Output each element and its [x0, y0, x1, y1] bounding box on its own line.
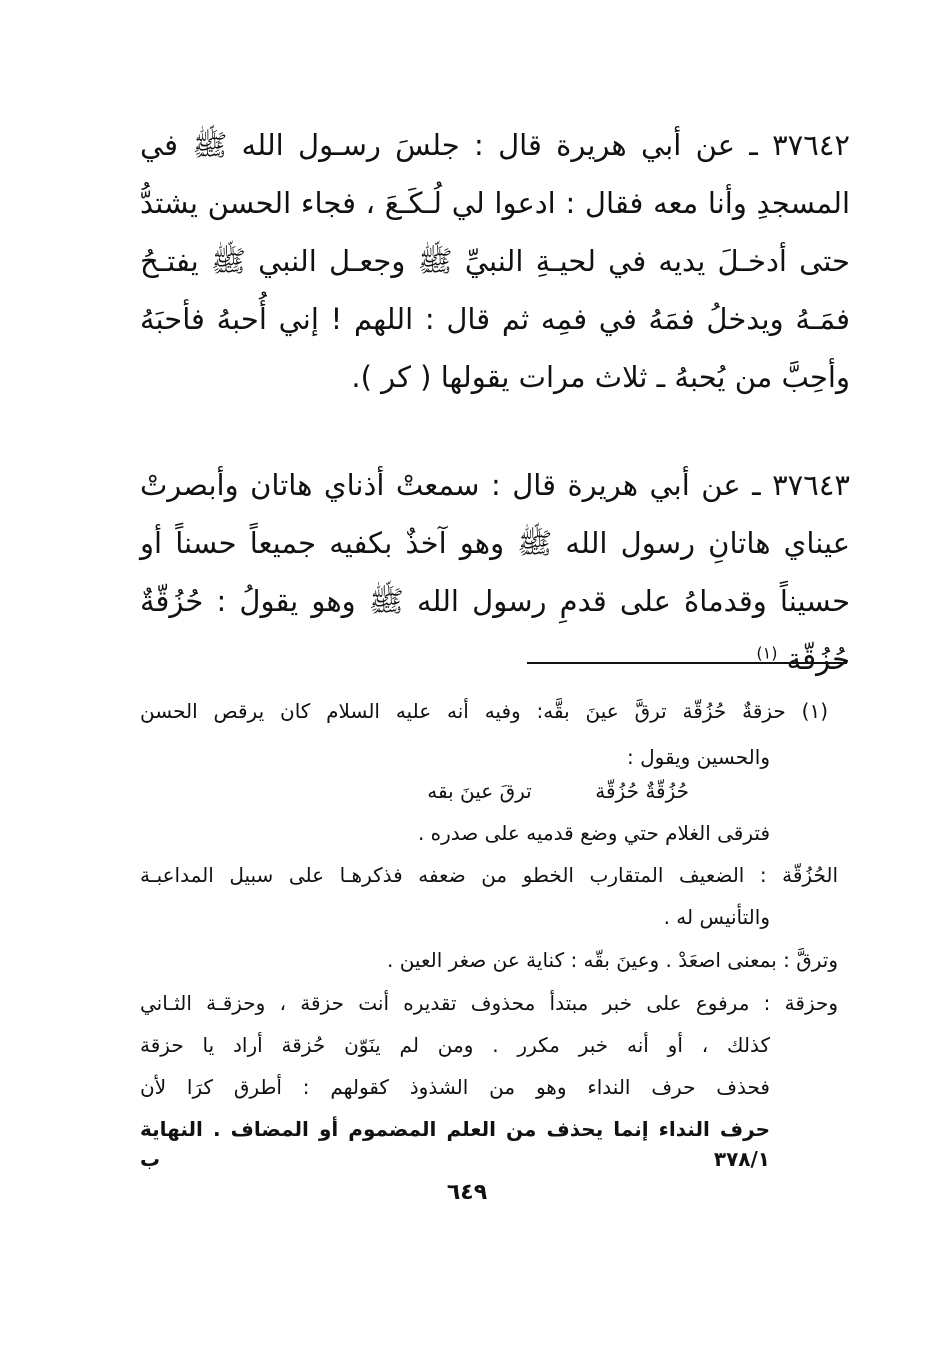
- footnote-line: وترقَّ : بمعنى اصعَدْ . وعينَ بقّه : كناية عن صغر العين .: [386, 948, 838, 972]
- footnote-line: وحزقة : مرفوع على خبر مبتدأ محذوف تقديره أنت حزقة ، وحزقـة الثـاني: [140, 991, 838, 1015]
- footnote-line: فترقى الغلام حتي وضع قدميه على صدره .: [417, 821, 770, 845]
- hadith-37642-text: ٣٧٦٤٢ ـ عن أبي هريرة قال : جلسَ رسـول الله ﷺ في المسجدِ وأنا معه فقال : ادعوا لي لُـكَـعَ ، فجاء الحسن يشتدُّ حتى أدخـلَ يديه في لحيـةِ النبيِّ ﷺ وجعـل النبي ﷺ يفتـحُ فمَـهُ ويدخلُ فمَهُ في فمِه ثم قال : اللهم ! إني أُحبهُ فأحبَهُ وأحِبَّ من يُحبهُ ـ ثلاث مرات يقولها ( كر ).: [140, 128, 850, 394]
- footnote-line: والتأنيس له .: [663, 905, 770, 929]
- footnote-verse: حُزُقّةٌ حُزُقّة ترقَ عينَ بقه: [427, 779, 689, 803]
- hadith-37643: [140, 456, 850, 688]
- footnote-reference: (١): [756, 643, 778, 663]
- footnote-line: الحُزُقّة : الضعيف المتقارب الخطو من ضعفه فذكرهـا على سبيل المداعبـة: [140, 863, 838, 887]
- footnote-line: حرف النداء إنما يحذف من العلم المضموم أو المضاف . النهاية ٣٧٨/١ ب: [140, 1117, 770, 1171]
- footnote-line: (١) حزقةٌ حُزُقّة ترقَّ عينَ بقَّه: وفيه أنه عليه السلام كان يرقص الحسن: [140, 699, 828, 723]
- page-number: ٦٤٩: [446, 1180, 488, 1205]
- hadith-37642: [140, 116, 850, 406]
- hadith-37643-text: ٣٧٦٤٣ ـ عن أبي هريرة قال : سمعتْ أذناي هاتان وأبصرتْ عيناي هاتانِ رسول الله ﷺ وهو آخذٌ بكفيه جميعاً حسناً أو حسيناً وقدماهُ على قدمِ رسول الله ﷺ وهو يقولُ : حُزُقّةٌ حُزُقّة: [140, 468, 850, 676]
- footnote-line: والحسين ويقول :: [627, 745, 770, 769]
- footnote-line: فحذف حرف النداء وهو من الشذوذ كقولهم : أطرق كرَا لأن: [140, 1075, 770, 1099]
- footnote-line: كذلك ، أو أنه خبر مكرر . ومن لم ينَوّن حُزقة أراد يا حزقة: [140, 1033, 770, 1057]
- footnote-separator: [527, 662, 847, 664]
